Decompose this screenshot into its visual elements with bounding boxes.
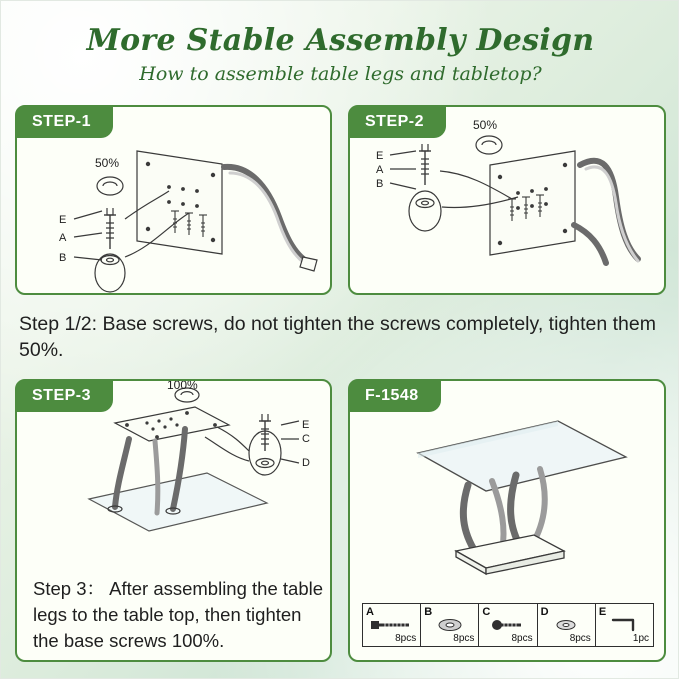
panel-step-2 <box>348 105 666 295</box>
part-qty: 1pc <box>632 633 650 644</box>
svg-text:E: E <box>376 150 384 162</box>
part-item-e <box>596 604 653 646</box>
part-letter: C <box>482 606 491 618</box>
svg-text:100%: 100% <box>167 381 198 392</box>
part-letter: A <box>366 606 374 618</box>
part-item-a <box>363 604 421 646</box>
svg-text:B: B <box>376 178 384 190</box>
flat-washer-icon <box>437 618 463 632</box>
part-qty: 8pcs <box>395 633 417 644</box>
part-item-d <box>538 604 596 646</box>
part-qty: 8pcs <box>453 633 475 644</box>
part-letter: B <box>424 606 433 618</box>
short-bolt-icon <box>491 619 525 631</box>
svg-text:E: E <box>59 214 67 226</box>
panel-product <box>348 379 666 662</box>
parts-list <box>362 603 654 647</box>
panel-step-2-tab: STEP-2 <box>349 106 446 138</box>
page-subtitle: How to assemble table legs and tabletop? <box>139 63 542 85</box>
svg-text:50%: 50% <box>473 118 498 132</box>
part-qty: 8pcs <box>511 633 533 644</box>
panel-product-tab: F-1548 <box>349 380 441 412</box>
panel-step-1 <box>15 105 332 295</box>
svg-text:50%: 50% <box>95 156 120 170</box>
svg-text:B: B <box>59 252 67 264</box>
panel-step-3 <box>15 379 332 662</box>
part-qty: 8pcs <box>569 633 591 644</box>
caption-step-1-2: Step 1/2: Base screws, do not tighten the screws completely, tighten them 50%. <box>19 313 656 361</box>
part-letter: E <box>598 606 607 618</box>
svg-text:C: C <box>302 433 310 445</box>
panel-step-3-tab: STEP-3 <box>16 380 113 412</box>
caption-step-3: Step 3： After assembling the table legs to the table top, then tighten the base screws 100%. <box>33 578 324 651</box>
long-bolt-icon <box>371 619 413 631</box>
panel-step-1-tab: STEP-1 <box>16 106 113 138</box>
svg-text:A: A <box>59 232 67 244</box>
part-item-c <box>479 604 537 646</box>
svg-text:A: A <box>376 164 384 176</box>
allen-key-icon <box>610 617 638 633</box>
page-title: More Stable Assembly Design <box>86 23 595 58</box>
part-item-b <box>421 604 479 646</box>
svg-text:E: E <box>302 419 310 431</box>
small-washer-icon <box>554 619 578 631</box>
svg-text:D: D <box>302 457 310 469</box>
part-letter: D <box>540 606 549 618</box>
